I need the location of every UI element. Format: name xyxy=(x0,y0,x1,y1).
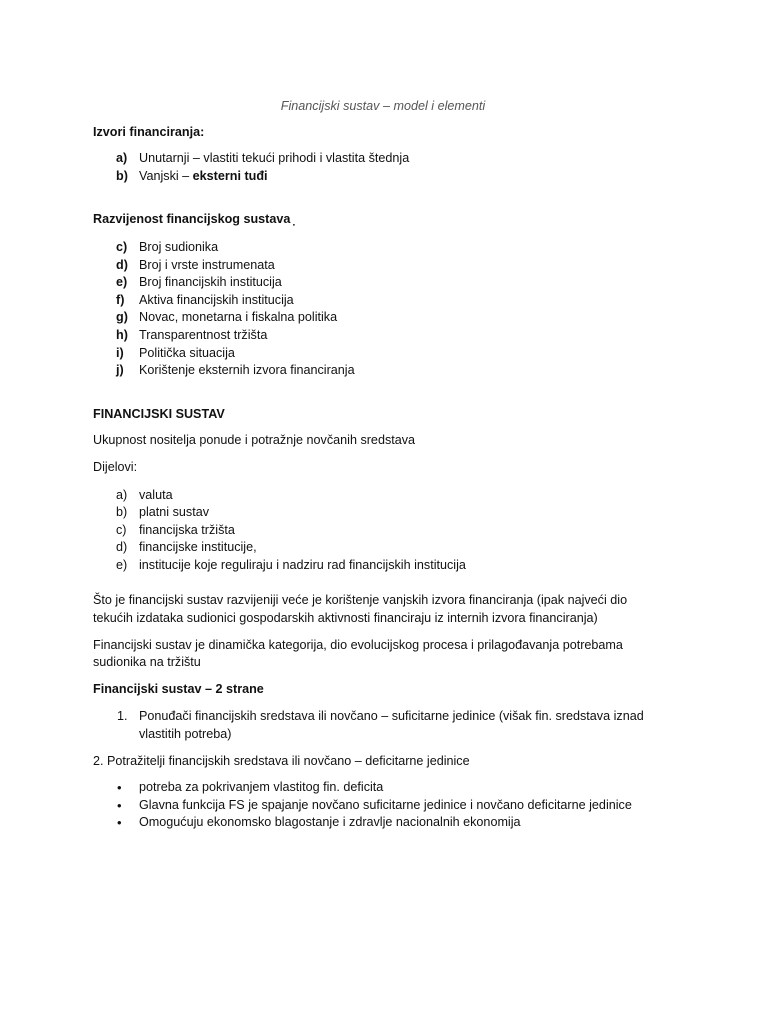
izvori-list xyxy=(93,150,673,185)
list-item xyxy=(93,708,669,743)
list-item-bold-text: eksterni tuđi xyxy=(192,168,268,183)
list-item xyxy=(93,292,673,310)
strane-item-2: 2. Potražitelji financijskih sredstava ili novčano – deficitarne jedinice xyxy=(93,753,470,768)
list-item xyxy=(93,487,673,505)
list-item-text: financijska tržišta xyxy=(139,522,235,537)
razvijenost-list xyxy=(93,239,673,380)
list-item xyxy=(93,779,673,797)
list-item-text: Vanjski – xyxy=(139,168,193,183)
list-marker: a) xyxy=(116,151,128,166)
list-item xyxy=(93,309,673,327)
list-marker: e) xyxy=(116,275,128,290)
list-item xyxy=(93,557,673,575)
list-marker: 1. xyxy=(117,709,128,724)
list-item-text: valuta xyxy=(139,487,173,502)
sustav-parts-list xyxy=(93,487,673,575)
list-item-text: Omogućuju ekonomsko blagostanje i zdravlje nacionalnih ekonomija xyxy=(139,815,521,830)
strane-bullets xyxy=(93,779,673,832)
list-marker: h) xyxy=(116,327,128,342)
sustav-heading: FINANCIJSKI SUSTAV xyxy=(93,406,225,421)
sustav-paragraph-1: Što je financijski sustav razvijeniji veće je korištenje vanjskih izvora financiranja (ipak najveći dio tekućih izdataka sudionici gospodarskih aktivnosti financiraju iz internih izvora financiranja) xyxy=(93,593,628,626)
list-item-text: Unutarnji – vlastiti tekući prihodi i vlastita štednja xyxy=(139,151,410,166)
list-item xyxy=(93,362,673,380)
list-item xyxy=(93,345,673,363)
document-title: Financijski sustav – model i elementi xyxy=(280,99,486,113)
list-item-text: Transparentnost tržišta xyxy=(139,327,268,342)
list-item-text: Novac, monetarna i fiskalna politika xyxy=(139,310,338,325)
list-item xyxy=(93,274,673,292)
list-marker: d) xyxy=(116,257,128,272)
izvori-heading: Izvori financiranja: xyxy=(93,124,205,139)
list-item xyxy=(93,522,673,540)
list-item-text: institucije koje reguliraju i nadziru rad financijskih institucija xyxy=(139,557,466,572)
list-marker: i) xyxy=(116,345,124,360)
list-item xyxy=(93,814,673,832)
list-marker: d) xyxy=(116,540,128,555)
list-item xyxy=(93,797,673,815)
list-item-text: Broj financijskih institucija xyxy=(139,275,282,290)
sustav-paragraph-2: Financijski sustav je dinamička kategorija, dio evolucijskog procesa i prilagođavanja potrebama sudionika na tržištu xyxy=(93,637,623,670)
list-marker: e) xyxy=(116,557,128,572)
sustav-parts-label: Dijelovi: xyxy=(93,459,138,474)
list-item-text: Korištenje eksternih izvora financiranja xyxy=(139,363,355,378)
list-marker: b) xyxy=(116,168,128,183)
list-item-text: Broj sudionika xyxy=(139,239,219,254)
list-item xyxy=(93,150,673,168)
document-page xyxy=(93,98,673,832)
list-marker: c) xyxy=(116,239,128,254)
strane-list xyxy=(93,708,673,743)
list-item-text: Glavna funkcija FS je spajanje novčano suficitarne jedinice i novčano deficitarne jedinice xyxy=(139,797,632,812)
razvijenost-heading xyxy=(93,211,673,229)
strane-heading: Financijski sustav – 2 strane xyxy=(93,681,264,696)
list-item xyxy=(93,539,673,557)
list-item xyxy=(93,239,673,257)
list-marker: c) xyxy=(116,522,127,537)
bullet-icon: • xyxy=(117,797,122,813)
bullet-icon: • xyxy=(117,780,122,796)
list-item xyxy=(93,504,673,522)
list-item-text: Aktiva financijskih institucija xyxy=(139,292,294,307)
list-item-text: Politička situacija xyxy=(139,345,235,360)
list-item-text: Ponuđači financijskih sredstava ili novčano – suficitarne jedinice (višak fin. sredstava iznad vlastitih potreba) xyxy=(139,709,644,742)
list-marker: f) xyxy=(116,292,125,307)
list-item xyxy=(93,257,673,275)
list-item xyxy=(93,327,673,345)
list-item-text: Broj i vrste instrumenata xyxy=(139,257,275,272)
list-item-text: platni sustav xyxy=(139,505,210,520)
list-item-text: potreba za pokrivanjem vlastitog fin. deficita xyxy=(139,780,384,795)
list-marker: b) xyxy=(116,505,128,520)
list-marker: g) xyxy=(116,310,128,325)
razvijenost-heading-text: Razvijenost financijskog sustava xyxy=(93,212,291,227)
list-item xyxy=(93,168,673,186)
bullet-icon: • xyxy=(117,815,122,831)
razvijenost-heading-suffix: ̣ xyxy=(290,212,294,227)
sustav-definition: Ukupnost nositelja ponude i potražnje novčanih sredstava xyxy=(93,433,416,448)
list-item-text: financijske institucije, xyxy=(139,540,257,555)
list-marker: j) xyxy=(116,363,124,378)
list-marker: a) xyxy=(116,487,128,502)
